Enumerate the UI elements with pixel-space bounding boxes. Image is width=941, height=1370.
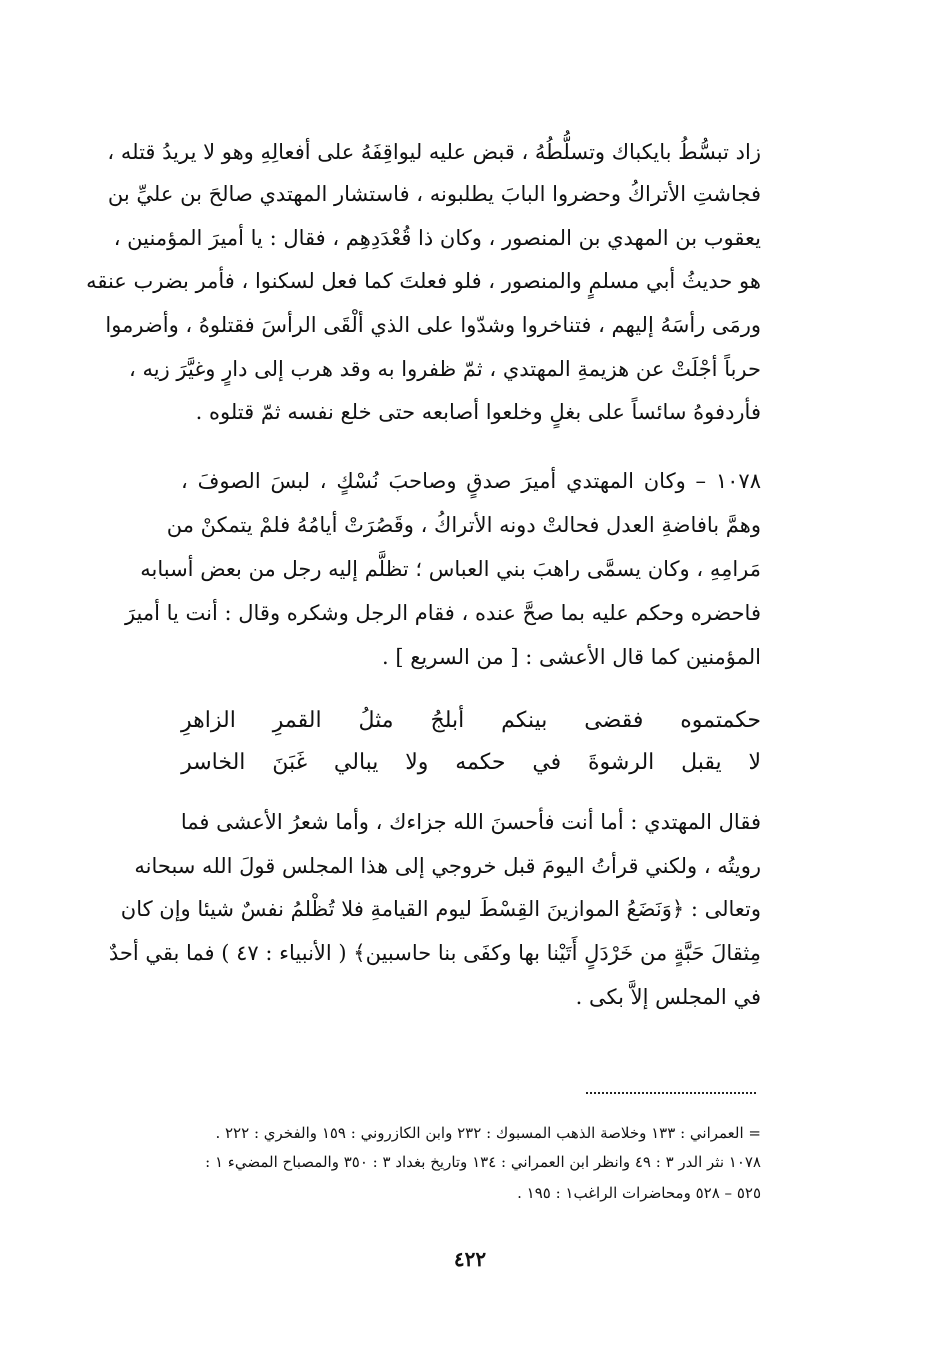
text-line: حرباً أجْلَتْ عن هزيمةِ المهتدي ، ثمّ ظفروا به وقد هرب إلى دارٍ وغيَّرَ زيه ، (129, 357, 761, 381)
verse-word: ولا (405, 750, 429, 775)
text-line: مِثقالَ حَبَّةٍ من خَرْدَلٍ أَتَيْنا بها وكفَى بنا حاسبين﴾ ( الأنبياء : ٤٧ ) فما بقي أحدٌ (108, 941, 761, 965)
footnote-separator (586, 1092, 756, 1094)
verse-word: لا (748, 750, 761, 775)
text-line: فأردفوهُ سائساً على بغلٍ وخلعوا أصابعه حتى خلع نفسه ثمّ قتلوه . (195, 400, 761, 424)
verse-word: في (532, 750, 562, 775)
verse-word: يبالي (333, 750, 379, 775)
verse-word: الزاهرِ (181, 708, 236, 733)
text-line: في المجلس إلاَّ بكى . (575, 985, 761, 1009)
footnote-line: ١٠٧٨ نثر الدر ٣ : ٤٩ وانظر ابن العمراني : ١٣٤ وتاريخ بغداد ٣ : ٣٥٠ والمصباح المضيء ١ : (205, 1153, 761, 1171)
verse-word: فقضى (584, 708, 644, 733)
verse-line (181, 750, 761, 775)
text-line: فجاشتِ الأتراكُ وحضروا البابَ يطلبونه ، فاستشار المهتدي صالحَ بن عليِّ بن (107, 182, 761, 206)
verse-word: الخاسر (181, 750, 246, 775)
verse-word: يقبل (681, 750, 722, 775)
text-line: ورمَى رأسَهُ إليهم ، فتناخروا وشدّوا على الذي ألْقَى الرأسَ فقتلوهُ ، وأضرموا (105, 313, 761, 337)
verse-word: غَبَنَ (272, 750, 308, 775)
verse-word: بينكم (501, 708, 548, 733)
text-line: هو حديثُ أبي مسلمٍ والمنصور ، فلو فعلتَ كما فعل لسكنوا ، فأمر بضرب عنقه (86, 269, 761, 293)
verse-word: أبلجُ (430, 708, 465, 733)
text-line: ١٠٧٨ – وكان المهتدي أميرَ صدقٍ وصاحبَ نُسْكٍ ، لبسَ الصوفَ ، (181, 469, 761, 493)
text-line: فاحضره وحكم عليه بما صحَّ عنده ، فقام الرجل وشكره وقال : أنت يا أميرَ (124, 601, 761, 625)
text-line: فقال المهتدي : أما أنت فأحسنَ الله جزاءك ، وأما شعرُ الأعشى فما (180, 810, 761, 834)
verse-word: الرشوةَ (587, 750, 655, 775)
text-line: وهمَّ بافاضةِ العدل فحالتْ دونه الأتراكُ ، وقَصُرَتْ أيامُهُ فلمْ يتمكنْ من (166, 513, 761, 537)
page-number: ٤٢٢ (453, 1247, 487, 1271)
footnote-line: ٥٢٥ – ٥٢٨ ومحاضرات الراغب١ : ١٩٥ . (517, 1184, 761, 1202)
text-line: رويتُه ، ولكني قرأتُ اليومَ قبل خروجي إلى هذا المجلس قولَ الله سبحانه (134, 854, 761, 878)
text-line: المؤمنين كما قال الأعشى : [ من السريع ] . (382, 645, 761, 669)
verse-word: حكمه (455, 750, 506, 775)
verse-word: مثلُ (358, 708, 394, 733)
verse-word: القمرِ (272, 708, 322, 733)
text-line: يعقوب بن المهدي بن المنصور ، وكان ذا قُعْدَدِهِم ، فقال : يا أميرَ المؤمنين ، (113, 226, 761, 250)
footnote-line: = العمراني : ١٣٣ وخلاصة الذهب المسبوك : ٢٣٢ وابن الكازروني : ١٥٩ والفخري : ٢٢٢ . (215, 1124, 761, 1142)
text-line: زاد تبسُّطُ بايكباك وتسلُّطُهُ ، قبض عليه ليواقِفَهُ على أفعالِهِ وهو لا يريدُ قتله ، (107, 140, 761, 164)
text-line: مَرامِهِ ، وكان يسمَّى راهبَ بني العباس ؛ تظلَّم إليه رجل من بعض أسبابه (140, 557, 761, 581)
text-line: وتعالى : ﴿وَنَضَعُ الموازينَ القِسْطَ ليوم القيامةِ فلا تُظْلمُ نفسٌ شيئا وإن كان (120, 897, 761, 921)
verse-line (181, 708, 761, 733)
verse-word: حكمتموه (680, 708, 761, 733)
